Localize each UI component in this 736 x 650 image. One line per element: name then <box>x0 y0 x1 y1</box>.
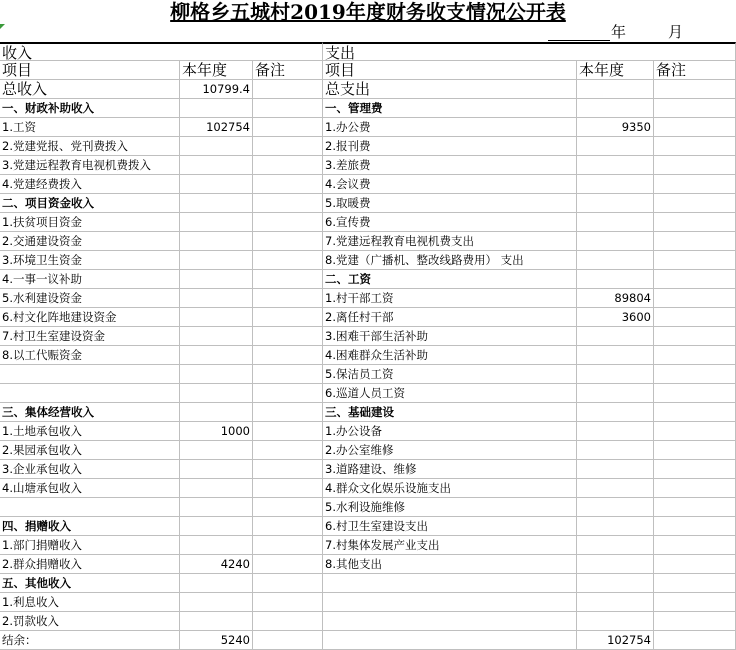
income-item-cell: 8.以工代赈资金 <box>0 346 180 365</box>
income-item-header: 项目 <box>0 61 180 80</box>
income-section-label: 收入 <box>0 42 323 61</box>
table-row <box>0 213 736 232</box>
expense-item-cell: 3.困难干部生活补助 <box>323 327 577 346</box>
income-amount-cell <box>180 346 253 365</box>
income-item-cell: 1.工资 <box>0 118 180 137</box>
income-item-cell: 2.党建党报、党刊费拨入 <box>0 137 180 156</box>
income-note-header: 备注 <box>253 61 323 80</box>
expense-item-cell: 三、基础建设 <box>323 403 577 422</box>
expense-note-cell <box>654 555 736 574</box>
income-note-cell <box>253 384 323 403</box>
section-header-row <box>0 42 736 61</box>
income-item-cell: 1.部门捐赠收入 <box>0 536 180 555</box>
expense-note-cell <box>654 422 736 441</box>
table-row <box>0 384 736 403</box>
income-item-cell: 总收入 <box>0 80 180 99</box>
income-item-cell: 7.村卫生室建设资金 <box>0 327 180 346</box>
table-row <box>0 593 736 612</box>
expense-note-cell <box>654 99 736 118</box>
expense-item-cell: 2.办公室维修 <box>323 441 577 460</box>
expense-amount-header: 本年度 <box>577 61 654 80</box>
expense-note-cell <box>654 460 736 479</box>
table-row <box>0 194 736 213</box>
table-row <box>0 118 736 137</box>
expense-item-cell: 6.村卫生室建设支出 <box>323 517 577 536</box>
income-amount-cell <box>180 517 253 536</box>
table-row <box>0 137 736 156</box>
income-amount-cell <box>180 137 253 156</box>
income-note-cell <box>253 270 323 289</box>
expense-note-cell <box>654 441 736 460</box>
income-note-cell <box>253 441 323 460</box>
income-note-cell <box>253 327 323 346</box>
income-note-cell <box>253 536 323 555</box>
expense-amount-cell <box>577 137 654 156</box>
income-amount-cell <box>180 99 253 118</box>
expense-note-cell <box>654 213 736 232</box>
date-month-label: 月 <box>668 23 684 41</box>
income-item-cell <box>0 498 180 517</box>
expense-amount-cell <box>577 232 654 251</box>
income-amount-cell <box>180 232 253 251</box>
expense-item-cell: 6.巡道人员工资 <box>323 384 577 403</box>
expense-item-header: 项目 <box>323 61 577 80</box>
income-note-cell <box>253 175 323 194</box>
table-row <box>0 441 736 460</box>
expense-item-cell: 7.党建远程教育电视机费支出 <box>323 232 577 251</box>
income-amount-cell: 10799.4 <box>180 80 253 99</box>
expense-note-cell <box>654 612 736 631</box>
income-amount-cell <box>180 479 253 498</box>
income-item-cell: 3.企业承包收入 <box>0 460 180 479</box>
income-note-cell <box>253 346 323 365</box>
expense-item-cell: 1.办公费 <box>323 118 577 137</box>
expense-amount-cell <box>577 156 654 175</box>
income-amount-cell: 1000 <box>180 422 253 441</box>
income-amount-cell <box>180 194 253 213</box>
table-row <box>0 479 736 498</box>
table-row <box>0 498 736 517</box>
table-row <box>0 460 736 479</box>
income-item-cell <box>0 384 180 403</box>
income-amount-cell <box>180 213 253 232</box>
income-amount-cell <box>180 574 253 593</box>
expense-item-cell: 总支出 <box>323 80 577 99</box>
date-blank-line <box>548 40 610 41</box>
table-row <box>0 517 736 536</box>
expense-item-cell: 4.会议费 <box>323 175 577 194</box>
expense-amount-cell <box>577 593 654 612</box>
income-amount-cell <box>180 327 253 346</box>
table-row <box>0 289 736 308</box>
income-item-cell: 4.一事一议补助 <box>0 270 180 289</box>
income-note-cell <box>253 99 323 118</box>
table-row <box>0 555 736 574</box>
expense-note-cell <box>654 251 736 270</box>
income-item-cell: 3.环境卫生资金 <box>0 251 180 270</box>
income-amount-cell <box>180 384 253 403</box>
expense-note-cell <box>654 175 736 194</box>
expense-amount-cell <box>577 327 654 346</box>
income-amount-cell <box>180 460 253 479</box>
income-note-cell <box>253 460 323 479</box>
income-note-cell <box>253 118 323 137</box>
table-row <box>0 403 736 422</box>
table-row <box>0 232 736 251</box>
income-note-cell <box>253 194 323 213</box>
income-note-cell <box>253 574 323 593</box>
income-note-cell <box>253 251 323 270</box>
income-item-cell: 1.扶贫项目资金 <box>0 213 180 232</box>
expense-amount-cell <box>577 346 654 365</box>
expense-amount-cell <box>577 99 654 118</box>
income-item-cell: 一、财政补助收入 <box>0 99 180 118</box>
expense-item-cell: 6.宣传费 <box>323 213 577 232</box>
income-note-cell <box>253 479 323 498</box>
expense-item-cell: 7.村集体发展产业支出 <box>323 536 577 555</box>
expense-note-cell <box>654 593 736 612</box>
income-note-cell <box>253 289 323 308</box>
expense-note-cell <box>654 631 736 650</box>
income-amount-cell: 5240 <box>180 631 253 650</box>
date-row <box>0 24 736 42</box>
expense-item-cell <box>323 631 577 650</box>
income-amount-cell <box>180 308 253 327</box>
income-note-cell <box>253 422 323 441</box>
income-note-cell <box>253 498 323 517</box>
table-row <box>0 346 736 365</box>
income-item-cell: 1.利息收入 <box>0 593 180 612</box>
income-item-cell: 2.交通建设资金 <box>0 232 180 251</box>
expense-amount-cell <box>577 175 654 194</box>
income-item-cell: 3.党建远程教育电视机费拨入 <box>0 156 180 175</box>
expense-amount-cell <box>577 384 654 403</box>
expense-amount-cell <box>577 517 654 536</box>
income-note-cell <box>253 213 323 232</box>
income-item-cell: 三、集体经营收入 <box>0 403 180 422</box>
income-amount-cell <box>180 498 253 517</box>
expense-amount-cell: 3600 <box>577 308 654 327</box>
expense-amount-cell <box>577 498 654 517</box>
expense-note-cell <box>654 270 736 289</box>
income-note-cell <box>253 403 323 422</box>
expense-note-header: 备注 <box>654 61 736 80</box>
expense-item-cell: 二、工资 <box>323 270 577 289</box>
expense-item-cell: 1.村干部工资 <box>323 289 577 308</box>
expense-amount-cell <box>577 536 654 555</box>
income-item-cell: 结余： <box>0 631 180 650</box>
income-amount-cell <box>180 270 253 289</box>
income-note-cell <box>253 517 323 536</box>
income-item-cell: 1.土地承包收入 <box>0 422 180 441</box>
expense-amount-cell <box>577 422 654 441</box>
income-item-cell: 2.罚款收入 <box>0 612 180 631</box>
income-amount-cell: 102754 <box>180 118 253 137</box>
income-item-cell: 6.村文化阵地建设资金 <box>0 308 180 327</box>
expense-note-cell <box>654 479 736 498</box>
date-year-label: 年 <box>611 23 627 41</box>
income-note-cell <box>253 80 323 99</box>
expense-note-cell <box>654 517 736 536</box>
income-note-cell <box>253 156 323 175</box>
expense-item-cell: 1.办公设备 <box>323 422 577 441</box>
income-amount-cell <box>180 536 253 555</box>
income-item-cell: 五、其他收入 <box>0 574 180 593</box>
expense-item-cell <box>323 612 577 631</box>
table-row <box>0 422 736 441</box>
expense-amount-cell <box>577 612 654 631</box>
expense-amount-cell <box>577 213 654 232</box>
expense-note-cell <box>654 194 736 213</box>
income-note-cell <box>253 365 323 384</box>
income-amount-cell <box>180 403 253 422</box>
expense-amount-cell <box>577 479 654 498</box>
expense-note-cell <box>654 536 736 555</box>
expense-note-cell <box>654 118 736 137</box>
expense-amount-cell: 102754 <box>577 631 654 650</box>
income-amount-cell <box>180 156 253 175</box>
expense-note-cell <box>654 327 736 346</box>
expense-amount-cell <box>577 460 654 479</box>
income-amount-header: 本年度 <box>180 61 253 80</box>
expense-amount-cell <box>577 441 654 460</box>
income-amount-cell <box>180 593 253 612</box>
income-amount-cell <box>180 251 253 270</box>
table-row <box>0 308 736 327</box>
income-amount-cell <box>180 365 253 384</box>
expense-note-cell <box>654 137 736 156</box>
expense-item-cell: 5.水利设施维修 <box>323 498 577 517</box>
income-amount-cell <box>180 289 253 308</box>
table-row <box>0 175 736 194</box>
income-note-cell <box>253 137 323 156</box>
income-item-cell: 2.果园承包收入 <box>0 441 180 460</box>
expense-note-cell <box>654 289 736 308</box>
expense-amount-cell <box>577 555 654 574</box>
income-note-cell <box>253 593 323 612</box>
expense-item-cell: 5.取暖费 <box>323 194 577 213</box>
expense-item-cell: 4.困难群众生活补助 <box>323 346 577 365</box>
income-note-cell <box>253 612 323 631</box>
expense-amount-cell <box>577 365 654 384</box>
expense-amount-cell <box>577 574 654 593</box>
expense-section-label: 支出 <box>323 42 736 61</box>
table-row <box>0 80 736 99</box>
expense-note-cell <box>654 308 736 327</box>
column-header-row <box>0 61 736 80</box>
expense-item-cell: 4.群众文化娱乐设施支出 <box>323 479 577 498</box>
income-item-cell <box>0 365 180 384</box>
income-item-cell: 4.党建经费拨入 <box>0 175 180 194</box>
income-note-cell <box>253 555 323 574</box>
table-row <box>0 612 736 631</box>
expense-item-cell <box>323 593 577 612</box>
expense-note-cell <box>654 80 736 99</box>
table-row <box>0 270 736 289</box>
income-item-cell: 5.水利建设资金 <box>0 289 180 308</box>
expense-item-cell: 3.道路建设、维修 <box>323 460 577 479</box>
expense-item-cell: 2.报刊费 <box>323 137 577 156</box>
expense-item-cell: 5.保洁员工资 <box>323 365 577 384</box>
table-row <box>0 156 736 175</box>
expense-amount-cell: 9350 <box>577 118 654 137</box>
expense-note-cell <box>654 498 736 517</box>
expense-amount-cell <box>577 194 654 213</box>
table-row <box>0 251 736 270</box>
expense-note-cell <box>654 156 736 175</box>
expense-note-cell <box>654 232 736 251</box>
expense-item-cell <box>323 574 577 593</box>
table-row <box>0 631 736 650</box>
income-note-cell <box>253 631 323 650</box>
expense-note-cell <box>654 365 736 384</box>
income-amount-cell <box>180 612 253 631</box>
expense-note-cell <box>654 403 736 422</box>
income-item-cell: 二、项目资金收入 <box>0 194 180 213</box>
income-item-cell: 2.群众捐赠收入 <box>0 555 180 574</box>
income-item-cell: 四、捐赠收入 <box>0 517 180 536</box>
income-amount-cell <box>180 441 253 460</box>
income-amount-cell <box>180 175 253 194</box>
expense-amount-cell <box>577 80 654 99</box>
expense-amount-cell <box>577 270 654 289</box>
expense-note-cell <box>654 346 736 365</box>
title-text: 柳格乡五城村2019年度财务收支情况公开表 <box>170 0 566 24</box>
table-row <box>0 327 736 346</box>
income-note-cell <box>253 308 323 327</box>
expense-item-cell: 一、管理费 <box>323 99 577 118</box>
table-row <box>0 536 736 555</box>
income-note-cell <box>253 232 323 251</box>
expense-item-cell: 2.离任村干部 <box>323 308 577 327</box>
expense-item-cell: 8.党建（广播机、整改线路费用） 支出 <box>323 251 577 270</box>
expense-note-cell <box>654 574 736 593</box>
table-row <box>0 574 736 593</box>
expense-amount-cell <box>577 403 654 422</box>
table-row <box>0 365 736 384</box>
expense-item-cell: 8.其他支出 <box>323 555 577 574</box>
income-item-cell: 4.山塘承包收入 <box>0 479 180 498</box>
expense-amount-cell: 89804 <box>577 289 654 308</box>
expense-item-cell: 3.差旅费 <box>323 156 577 175</box>
income-amount-cell: 4240 <box>180 555 253 574</box>
expense-amount-cell <box>577 251 654 270</box>
expense-note-cell <box>654 384 736 403</box>
table-row <box>0 99 736 118</box>
